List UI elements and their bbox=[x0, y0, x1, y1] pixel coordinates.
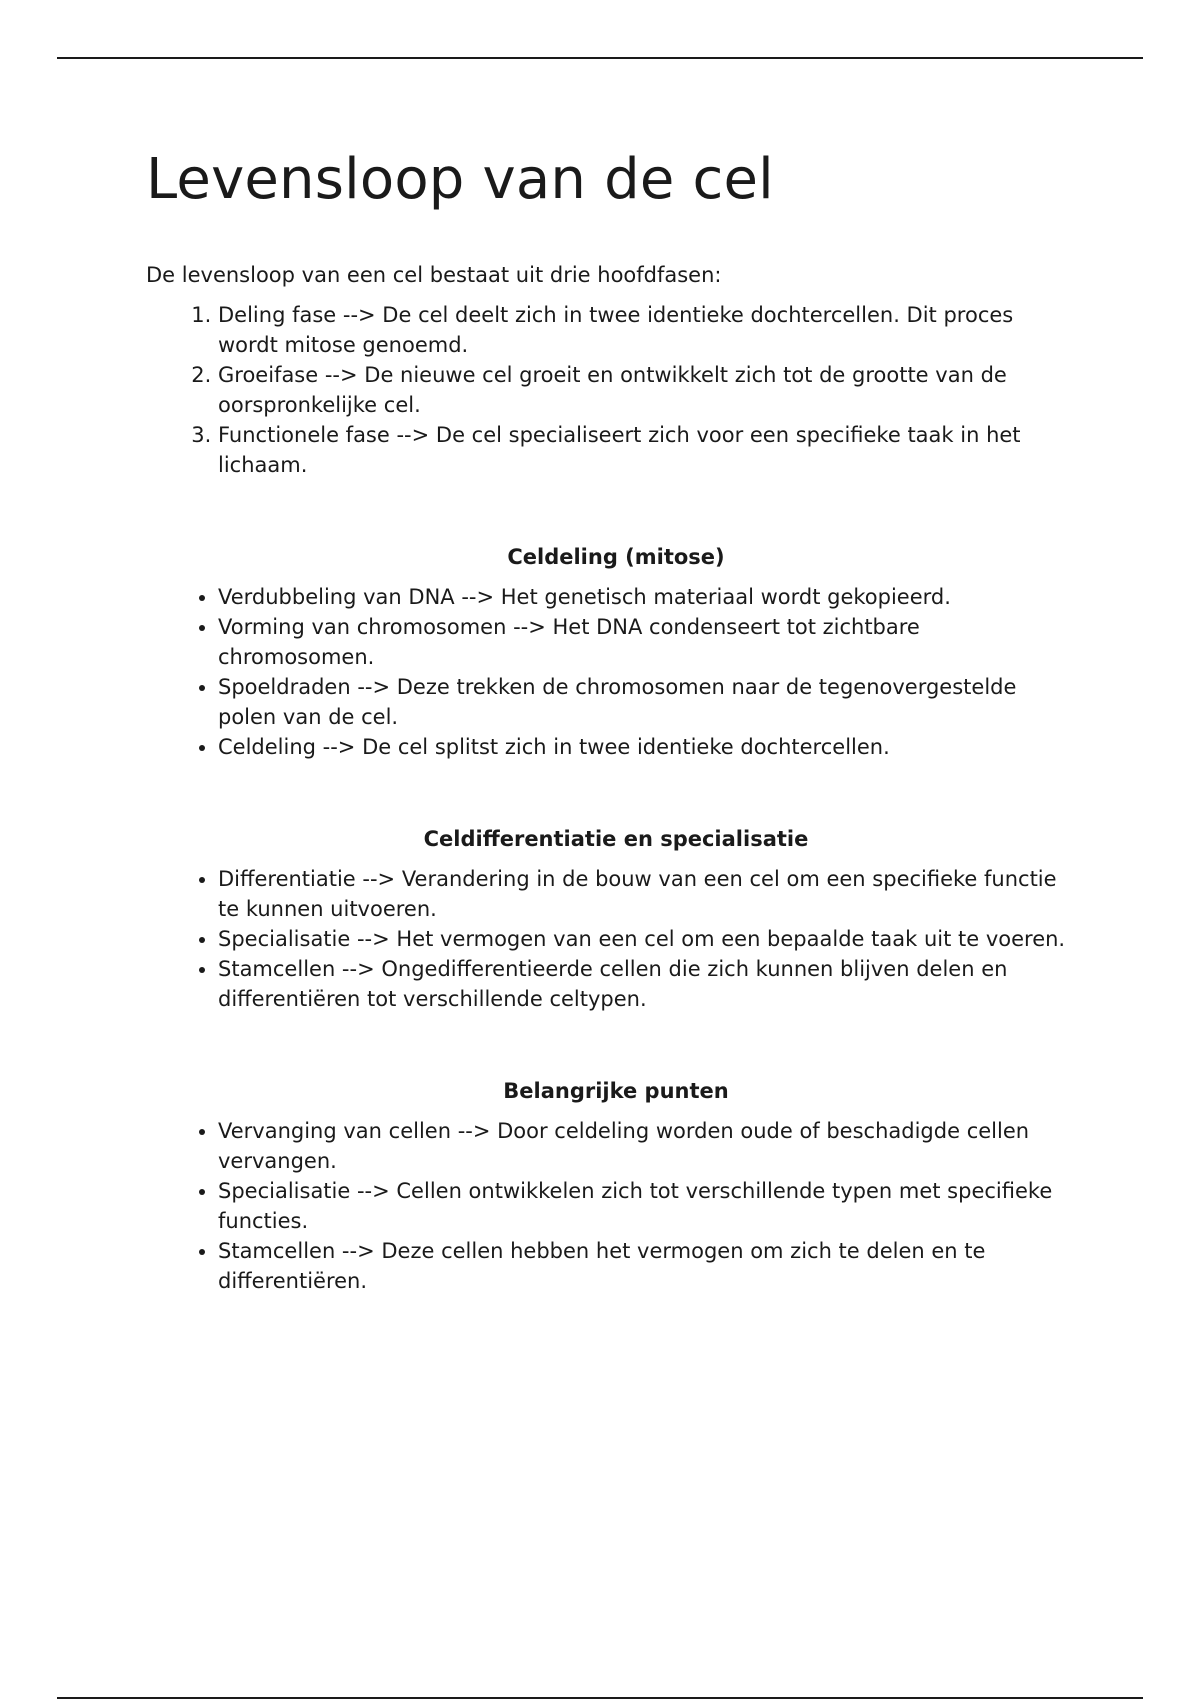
celdeling-list bbox=[146, 582, 1066, 762]
list-item: • Differentiatie --> Verandering in de bouw van een cel om een specifieke functie te kunnen uitvoeren. bbox=[218, 864, 1066, 924]
list-item: 3. Functionele fase --> De cel specialiseert zich voor een specifieke taak in het lichaam. bbox=[218, 420, 1066, 480]
intro-text: De levensloop van een cel bestaat uit drie hoofdfasen: bbox=[146, 263, 722, 287]
list-item: 2. Groeifase --> De nieuwe cel groeit en ontwikkelt zich tot de grootte van de oorspronkelijke cel. bbox=[218, 360, 1066, 420]
list-item: • Stamcellen --> Ongedifferentieerde cellen die zich kunnen blijven delen en differentiëren tot verschillende celtypen. bbox=[218, 954, 1066, 1014]
page-title: Levensloop van de cel bbox=[146, 147, 774, 212]
list-item: • Celdeling --> De cel splitst zich in twee identieke dochtercellen. bbox=[218, 732, 1066, 762]
section-heading-celdifferentiatie: Celdifferentiatie en specialisatie bbox=[423, 827, 809, 851]
list-item: • Spoeldraden --> Deze trekken de chromosomen naar de tegenovergestelde polen van de cel. bbox=[218, 672, 1066, 732]
list-item: • Specialisatie --> Het vermogen van een cel om een bepaalde taak uit te voeren. bbox=[218, 924, 1066, 954]
document-body bbox=[146, 140, 1066, 1296]
phases-list bbox=[146, 300, 1066, 480]
list-item: • Specialisatie --> Cellen ontwikkelen zich tot verschillende typen met specifieke functies. bbox=[218, 1176, 1066, 1236]
top-rule bbox=[57, 57, 1143, 59]
belangrijke-punten-list bbox=[146, 1116, 1066, 1296]
list-item: • Verdubbeling van DNA --> Het genetisch materiaal wordt gekopieerd. bbox=[218, 582, 1066, 612]
list-item: • Vervanging van cellen --> Door celdeling worden oude of beschadigde cellen vervangen. bbox=[218, 1116, 1066, 1176]
list-item: • Vorming van chromosomen --> Het DNA condenseert tot zichtbare chromosomen. bbox=[218, 612, 1066, 672]
list-item: 1. Deling fase --> De cel deelt zich in twee identieke dochtercellen. Dit proces wordt mitose genoemd. bbox=[218, 300, 1066, 360]
celdifferentiatie-list bbox=[146, 864, 1066, 1014]
section-heading-celdeling: Celdeling (mitose) bbox=[507, 545, 725, 569]
section-heading-belangrijke-punten: Belangrijke punten bbox=[503, 1079, 729, 1103]
bottom-rule bbox=[57, 1697, 1143, 1699]
list-item: • Stamcellen --> Deze cellen hebben het vermogen om zich te delen en te differentiëren. bbox=[218, 1236, 1066, 1296]
